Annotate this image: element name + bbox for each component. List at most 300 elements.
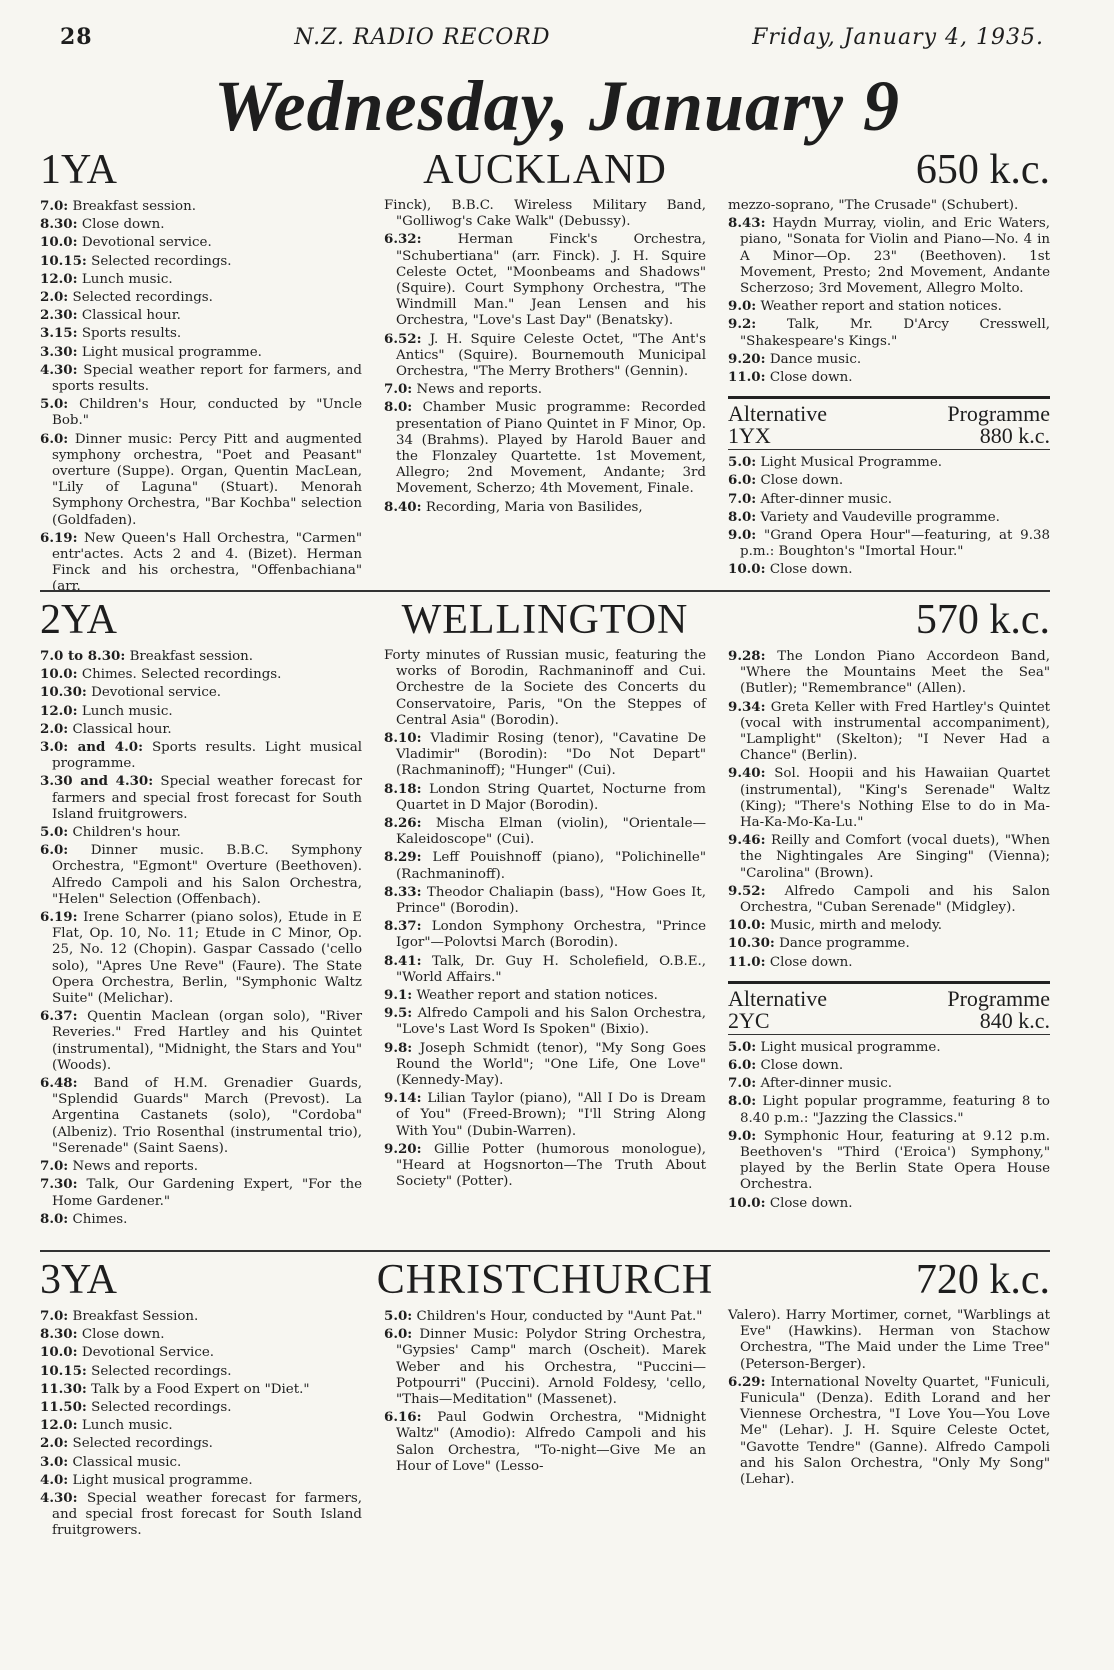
entry-time: 8.33: (384, 883, 422, 900)
entry-time: 10.0: (728, 917, 766, 934)
entry-description: Chimes. (72, 1211, 128, 1227)
entry-time: 9.5: (384, 1005, 413, 1022)
programme-entry (40, 1472, 362, 1489)
entry-description: Lilian Taylor (piano), "All I Do is Dream of You" (Freed-Brown); "I'll String Along With You" (Dubin-Warren). (396, 1091, 707, 1139)
programme-columns (40, 1308, 1050, 1541)
entry-description: Finck), B.B.C. Wireless Military Band, "Golliwog's Cake Walk" (Debussy). (384, 198, 706, 230)
programme-column (40, 648, 362, 1229)
programme-column (40, 198, 362, 597)
entry-description: Dinner music. B.B.C. Symphony Orchestra, "Egmont" Overture (Beethoven). Alfredo Campoli and his Salon Orchestra, "Helen" Selection (Offenbach). (52, 843, 362, 907)
station-section-1ya (40, 146, 1050, 597)
entry-description: Sports results. (81, 326, 182, 342)
entry-time: 8.0: (728, 1093, 757, 1110)
entry-time: 5.0: (728, 1038, 757, 1055)
entry-time: 11.0: (728, 953, 766, 970)
entry-time: 6.0: (384, 1326, 413, 1343)
programme-entry (40, 824, 362, 841)
alternative-label: Alternative (728, 985, 827, 1011)
entry-time: 6.0: (40, 430, 69, 447)
entry-time: 7.30: (40, 1176, 78, 1193)
entry-description: Talk, Dr. Guy H. Scholefield, O.B.E., "World Affairs." (396, 953, 706, 985)
entry-description: Dance programme. (779, 936, 910, 952)
entry-time: 6.16: (384, 1409, 422, 1426)
alternative-list (728, 1039, 1050, 1212)
entry-description: Music, mirth and melody. (769, 918, 942, 934)
entry-time: 6.0: (728, 1057, 757, 1074)
entry-description: Paul Godwin Orchestra, "Midnight Waltz" (Amodio): Alfredo Campoli and his Salon Orchestra, "To-night—Give Me an Hour of Love" (Lesso- (396, 1410, 706, 1474)
entry-description: Children's Hour, conducted by "Uncle Bob." (52, 397, 362, 429)
alternative-call-sign: 1YX (728, 423, 771, 449)
entry-description: Devotional service. (81, 235, 212, 251)
entry-time: 7.0: (728, 490, 757, 507)
programme-entry (40, 648, 362, 665)
programme-column (728, 1308, 1050, 1541)
alternative-frequency: 840 k.c. (979, 1007, 1050, 1033)
entry-description: Talk, Mr. D'Arcy Cresswell, "Shakespeare's Kings." (740, 317, 1050, 349)
programme-entry (40, 1211, 362, 1228)
programme-entry (728, 917, 1050, 934)
entry-time: 8.30: (40, 1326, 78, 1343)
programme-entry (728, 648, 1050, 698)
entry-time: 7.0: (728, 1075, 757, 1092)
entry-time: 4.30: (40, 1490, 78, 1507)
entry-time: 3.30 and 4.30: (40, 773, 154, 790)
entry-description: Close down. (769, 562, 853, 578)
entry-time: 2.0: (40, 1435, 69, 1452)
entry-time: 9.8: (384, 1039, 413, 1056)
entry-time: 11.0: (728, 369, 766, 386)
entry-time: 10.0: (728, 561, 766, 578)
entry-time: 11.50: (40, 1399, 87, 1416)
running-head (60, 22, 1044, 52)
entry-time: 9.20: (384, 1140, 422, 1157)
entry-time: 12.0: (40, 702, 78, 719)
programme-entry (384, 953, 706, 986)
programme-entry (384, 499, 706, 516)
alternative-header (728, 403, 1050, 425)
programme-entry (40, 703, 362, 720)
programme-entry (40, 909, 362, 1007)
entry-time: 10.15: (40, 252, 87, 269)
programme-entry (728, 832, 1050, 882)
entry-time: 7.0: (384, 381, 413, 398)
programme-entry (384, 815, 706, 848)
programme-entry (384, 648, 706, 729)
entry-time: 2.0: (40, 720, 69, 737)
entry-description: Greta Keller with Fred Hartley's Quintet (vocal with instrumental accompaniment), "Lamplight" (Skelton); "I Never Had a Chance" (Berlin). (740, 699, 1051, 764)
programme-entry (384, 381, 706, 398)
programme-entry (40, 362, 362, 395)
alternative-header (728, 985, 1050, 1011)
programme-entry (384, 781, 706, 814)
entry-time: 9.28: (728, 648, 766, 664)
entry-time: 7.0: (40, 198, 69, 214)
entry-description: Sports results. Light musical programme. (52, 740, 362, 772)
entry-time: 9.0: (728, 1127, 757, 1144)
programme-entry (728, 491, 1050, 508)
entry-time: 8.0: (728, 508, 757, 525)
alternative-programme-box (728, 981, 1050, 1212)
programme-entry (384, 198, 706, 230)
programme-entry (40, 307, 362, 324)
station-header (40, 596, 1050, 642)
entry-time: 8.0: (40, 1210, 69, 1227)
station-call-sign: 3YA (40, 1257, 118, 1303)
alternative-station-line (728, 1007, 1050, 1035)
entry-description: Selected recordings. (91, 1363, 232, 1379)
entry-time: 5.0: (728, 454, 757, 471)
alternative-programme-box (728, 396, 1050, 578)
programme-label: Programme (947, 985, 1050, 1011)
programme-list (728, 648, 1050, 971)
entry-time: 8.37: (384, 918, 422, 935)
programme-entry (728, 935, 1050, 952)
programme-entry (728, 1057, 1050, 1074)
entry-description: Special weather forecast for farmers, and special frost forecast for South Island fruitgrowers. (52, 1491, 362, 1539)
programme-entry (384, 1040, 706, 1090)
programme-list (728, 198, 1050, 386)
entry-description: Gillie Potter (humorous monologue), "Heard at Hogsnorton—The Truth About Society" (Potter). (396, 1141, 706, 1190)
entry-description: Vladimir Rosing (tenor), "Cavatine De Vladimir" (Borodin): "Do Not Depart" (Rachmaninoff); "Hunger" (Cui). (396, 731, 706, 779)
entry-time: 3.30: (40, 343, 78, 360)
entry-description: J. H. Squire Celeste Octet, "The Ant's Antics" (Squire). Bournemouth Municipal Orchestra, "The Merry Brothers" (Gennin). (396, 331, 706, 380)
programme-entry (728, 765, 1050, 831)
entry-description: Talk, Our Gardening Expert, "For the Home Gardener." (52, 1177, 362, 1209)
programme-entry (40, 1158, 362, 1175)
programme-entry (40, 666, 362, 683)
programme-entry (40, 253, 362, 270)
programme-entry (384, 1005, 706, 1038)
entry-description: Close down. (81, 217, 165, 233)
entry-description: International Novelty Quartet, "Funiculi, Funicula" (Denza). Edith Lorand and her Viennese Orchestra, "I Love You—You Love Me" (Lehar). J. H. Squire Celeste Octet, "Gavotte Tendre" (Ganne). Alfredo Campoli and his Salon Orchestra, "Only My Song" (Lehar). (740, 1374, 1050, 1488)
programme-entry (728, 351, 1050, 368)
entry-time: 12.0: (40, 270, 78, 287)
entry-description: Forty minutes of Russian music, featuring the works of Borodin, Rachmaninoff and Cui. Orchestre de la Societe des Concerts du Conservatoire, Paris, "On the Steppes of Central Asia" (Borodin). (384, 648, 706, 728)
programme-entry (40, 1399, 362, 1416)
alternative-station-line (728, 425, 1050, 450)
programme-entry (40, 1381, 362, 1398)
entry-time: 12.0: (40, 1417, 78, 1434)
entry-time: 10.0: (40, 666, 78, 683)
entry-time: 9.14: (384, 1090, 422, 1107)
entry-description: Breakfast session. (72, 199, 196, 214)
programme-entry (40, 721, 362, 738)
entry-time: 8.40: (384, 498, 422, 515)
entry-description: Variety and Vaudeville programme. (760, 509, 1000, 525)
entry-description: Recording, Maria von Basilides, (425, 499, 643, 515)
programme-entry (384, 1141, 706, 1191)
programme-entry (728, 561, 1050, 578)
programme-entry (384, 399, 706, 497)
section-divider (40, 590, 1050, 592)
entry-description: Lunch music. (81, 703, 173, 719)
programme-entry (40, 216, 362, 233)
programme-entry (728, 472, 1050, 489)
programme-column (384, 1308, 706, 1541)
entry-time: 8.0: (384, 399, 413, 416)
programme-entry (40, 1363, 362, 1380)
programme-entry (728, 369, 1050, 386)
station-header (40, 1256, 1050, 1302)
entry-description: mezzo-soprano, "The Crusade" (Schubert). (728, 198, 1019, 213)
programme-entry (40, 325, 362, 342)
programme-entry (40, 684, 362, 701)
entry-description: Quentin Maclean (organ solo), "River Reveries." Fred Hartley and his Quintet (instrumental), "Midnight, the Stars and You" (Woods). (52, 1009, 362, 1073)
programme-entry (728, 1075, 1050, 1092)
programme-entry (40, 1454, 362, 1471)
programme-column (40, 1308, 362, 1541)
entry-time: 9.20: (728, 350, 766, 367)
entry-time: 9.46: (728, 832, 766, 849)
programme-columns (40, 198, 1050, 597)
entry-time: 2.0: (40, 289, 69, 306)
entry-description: Close down. (760, 1058, 844, 1074)
entry-description: Light musical programme. (72, 1472, 253, 1488)
entry-description: Alfredo Campoli and his Salon Orchestra, "Love's Last Word Is Spoken" (Bixio). (396, 1006, 706, 1038)
programme-entry (40, 1008, 362, 1074)
programme-entry (384, 918, 706, 951)
programme-entry (384, 849, 706, 882)
entry-time: 9.34: (728, 698, 766, 715)
entry-description: Herman Finck's Orchestra, "Schubertiana" (arr. Finck). J. H. Squire Celeste Octet, "Moonbeams and Shadows" (Squire). Court Symphony Orchestra, "The Windmill Man." Jean Lensen and his Orchestra, "Love's Last Day" (Benatsky). (396, 232, 706, 329)
entry-description: Classical hour. (81, 308, 181, 324)
programme-column (384, 198, 706, 597)
entry-description: Special weather forecast for farmers and special frost forecast for South Island fruitgrowers. (52, 774, 362, 822)
programme-entry (384, 884, 706, 917)
entry-description: Special weather report for farmers, and sports results. (52, 362, 362, 395)
entry-time: 5.0: (384, 1308, 413, 1324)
programme-entry (40, 234, 362, 251)
station-frequency: 650 k.c. (915, 147, 1050, 193)
programme-entry (40, 842, 362, 908)
entry-description: Alfredo Campoli and his Salon Orchestra, "Cuban Serenade" (Midgley). (740, 883, 1050, 916)
entry-description: Classical hour. (72, 721, 172, 737)
station-call-sign: 2YA (40, 597, 118, 643)
programme-entry (728, 316, 1050, 349)
entry-description: Band of H.M. Grenadier Guards, "Splendid Guards" March (Prevost). La Argentina Castanets (solo), "Cordoba" (Albeniz). Trio Rosenthal (instrumental trio), "Serenade" (Saint Saens). (52, 1076, 362, 1156)
entry-description: London Symphony Orchestra, "Prince Igor"—Polovtsi March (Borodin). (396, 919, 706, 951)
entry-description: New Queen's Hall Orchestra, "Carmen" entr'actes. Acts 2 and 4. (Bizet). Herman Finck and his orchestra, "Offenbachiana" (arr. (52, 530, 363, 595)
entry-description: Dance music. (769, 351, 862, 367)
entry-time: 3.0: (40, 1453, 69, 1470)
programme-entry (728, 699, 1050, 765)
entry-description: Breakfast Session. (72, 1309, 199, 1324)
entry-description: Haydn Murray, violin, and Eric Waters, piano, "Sonata for Violin and Piano—No. 4 in A Minor—Op. 23" (Beethoven). 1st Movement, Presto; 2nd Movement, Andante Scherzoso; 3rd Movement, Allegro Molto. (740, 216, 1050, 297)
programme-entry (384, 231, 706, 329)
entry-time: 10.30: (728, 935, 775, 952)
programme-entry (384, 1090, 706, 1140)
entry-description: London String Quartet, Nocturne from Quartet in D Major (Borodin). (396, 781, 706, 813)
programme-entry (728, 198, 1050, 214)
station-call-sign: 1YA (40, 147, 118, 193)
alternative-list (728, 454, 1050, 578)
entry-description: Dinner Music: Polydor String Orchestra, "Gypsies' Camp" march (Oscheit). Marek Weber and his Orchestra, "Puccini—Potpourri" (Puccini). Arnold Foldesy, 'cello, "Thais—Meditation" (Massenet). (396, 1327, 706, 1408)
entry-description: Classical music. (72, 1454, 182, 1470)
entry-description: Light Musical Programme. (760, 455, 943, 471)
entry-time: 3.0: and 4.0: (40, 739, 144, 756)
entry-description: Irene Scharrer (piano solos), Etude in E Flat, Op. 10, No. 11; Etude in C Minor, Op. 25, No. 12 (Chopin). Gaspar Cassado ('cello solo), "Apres Une Reve" (Faure). The State Opera Orchestra, Berlin, "Symphonic Waltz Suite" (Melichar). (52, 910, 362, 1007)
alternative-call-sign: 2YC (728, 1007, 770, 1033)
station-section-3ya (40, 1256, 1050, 1541)
entry-time: 6.0: (40, 842, 69, 859)
programme-entry (40, 739, 362, 772)
entry-description: Close down. (760, 473, 844, 489)
entry-time: 9.52: (728, 882, 766, 899)
issue-date: Friday, January 4, 1935. (752, 24, 1044, 50)
entry-time: 8.29: (384, 849, 422, 866)
entry-description: Selected recordings. (91, 253, 232, 269)
programme-entry (728, 1195, 1050, 1212)
entry-description: Devotional service. (91, 685, 222, 701)
entry-time: 6.0: (728, 472, 757, 489)
programme-entry (728, 954, 1050, 971)
station-section-2ya (40, 596, 1050, 1229)
entry-time: 6.52: (384, 330, 422, 347)
programme-entry (384, 1409, 706, 1475)
station-city: WELLINGTON (401, 597, 689, 643)
entry-description: News and reports. (72, 1159, 199, 1175)
entry-time: 10.0: (40, 1344, 78, 1361)
entry-description: Dinner music: Percy Pitt and augmented symphony orchestra, "Poet and Peasant" overture (Suppe). Organ, Quentin MacLean, "Lily of Laguna" (Stuart). Menorah Symphony Orchestra, "Bar Kochba" selection (Goldfaden). (52, 431, 362, 528)
programme-entry (40, 1326, 362, 1343)
entry-time: 7.0: (40, 1158, 69, 1175)
programme-entry (40, 1075, 362, 1157)
publication-title: N.Z. RADIO RECORD (294, 24, 551, 50)
entry-description: Joseph Schmidt (tenor), "My Song Goes Round the World"; "One Life, One Love" (Kennedy-May). (396, 1040, 706, 1089)
programme-entry (40, 1176, 362, 1209)
entry-description: "Grand Opera Hour"—featuring, at 9.38 p.m.: Boughton's "Imortal Hour." (740, 528, 1050, 560)
entry-time: 10.15: (40, 1362, 87, 1379)
programme-entry (40, 289, 362, 306)
entry-description: Sol. Hoopii and his Hawaiian Quartet (instrumental), "King's Serenade" Waltz (King); "There's Nothing Else to do in Ma-Ha-Ka-Mo-Ka-Lu." (740, 766, 1050, 831)
entry-description: Lunch music. (81, 1418, 173, 1434)
entry-description: Chamber Music programme: Recorded presentation of Piano Quintet in F Minor, Op. 34 (Brahms). Played by Harold Bauer and the Flonzaley Quartette. 1st Movement, Allegro; 2nd Movement, Andante; 3rd Movement, Scherzo; 4th Movement, Finale. (396, 400, 706, 497)
programme-label: Programme (947, 401, 1050, 427)
entry-time: 6.48: (40, 1075, 78, 1092)
programme-entry (728, 509, 1050, 526)
programme-entry (40, 198, 362, 215)
programme-entry (728, 215, 1050, 297)
programme-entry (728, 1093, 1050, 1126)
alternative-label: Alternative (728, 401, 827, 427)
entry-description: Close down. (769, 954, 853, 970)
entry-description: Breakfast session. (129, 649, 254, 664)
programme-column (728, 198, 1050, 597)
entry-time: 8.41: (384, 952, 422, 969)
programme-entry (728, 1374, 1050, 1488)
entry-description: Close down. (81, 1327, 165, 1343)
alternative-frequency: 880 k.c. (979, 423, 1050, 449)
programme-entry (384, 730, 706, 780)
entry-description: Children's hour. (72, 825, 181, 841)
entry-time: 10.30: (40, 684, 87, 701)
programme-entry (728, 298, 1050, 315)
entry-time: 4.0: (40, 1471, 69, 1488)
entry-time: 8.43: (728, 215, 766, 232)
entry-description: Reilly and Comfort (vocal duets), "When the Nightingales Are Singing" (Vienna); "Carolina" (Brown). (740, 833, 1050, 881)
entry-time: 6.19: (40, 909, 78, 926)
station-header (40, 146, 1050, 192)
entry-description: After-dinner music. (760, 1076, 893, 1092)
day-title: Wednesday, January 9 (214, 66, 900, 146)
programme-entry (40, 271, 362, 288)
entry-description: Light popular programme, featuring 8 to 8.40 p.m.: "Jazzing the Classics." (740, 1094, 1050, 1126)
entry-time: 9.2: (728, 316, 757, 333)
programme-entry (40, 1435, 362, 1452)
programme-columns (40, 648, 1050, 1229)
programme-entry (40, 344, 362, 361)
entry-description: Weather report and station notices. (760, 299, 1002, 315)
programme-entry (384, 987, 706, 1004)
entry-description: Close down. (769, 1195, 853, 1211)
entry-description: Theodor Chaliapin (bass), "How Goes It, Prince" (Borodin). (396, 884, 706, 917)
entry-description: Talk by a Food Expert on "Diet." (91, 1381, 310, 1397)
programme-entry (728, 527, 1050, 560)
station-city: AUCKLAND (423, 147, 667, 193)
entry-time: 10.0: (728, 1194, 766, 1211)
programme-entry (384, 1308, 706, 1325)
page-number: 28 (60, 24, 93, 50)
programme-entry (40, 773, 362, 823)
entry-description: Mischa Elman (violin), "Orientale—Kaleidoscope" (Cui). (396, 816, 706, 848)
entry-description: The London Piano Accordeon Band, "Where the Mountains Meet the Sea" (Butler); "Remembrance" (Allen). (740, 649, 1050, 697)
entry-time: 10.0: (40, 234, 78, 251)
entry-description: Children's Hour, conducted by "Aunt Pat." (416, 1309, 703, 1324)
entry-time: 5.0: (40, 396, 69, 413)
programme-column (728, 648, 1050, 1229)
entry-description: Light musical programme. (81, 344, 262, 360)
programme-entry (384, 331, 706, 381)
entry-description: Valero). Harry Mortimer, cornet, "Warblings at Eve" (Hawkins). Herman von Stachow Orchestra, "The Maid under the Lime Tree" (Peterson-Berger). (728, 1308, 1050, 1372)
entry-time: 6.19: (40, 529, 78, 546)
programme-entry (728, 1039, 1050, 1056)
entry-time: 6.37: (40, 1008, 78, 1025)
entry-time: 11.30: (40, 1380, 87, 1397)
entry-description: Lunch music. (81, 271, 173, 287)
station-frequency: 570 k.c. (915, 597, 1050, 643)
entry-description: Selected recordings. (91, 1400, 232, 1416)
entry-time: 8.10: (384, 730, 422, 747)
entry-description: Selected recordings. (72, 290, 213, 306)
programme-entry (728, 883, 1050, 916)
entry-time: 7.0 to 8.30: (40, 648, 126, 664)
entry-time: 7.0: (40, 1308, 69, 1324)
entry-time: 8.18: (384, 780, 422, 797)
station-city: CHRISTCHURCH (376, 1257, 714, 1303)
entry-description: Selected recordings. (72, 1436, 213, 1452)
entry-time: 9.40: (728, 765, 766, 782)
entry-description: Weather report and station notices. (416, 988, 658, 1004)
programme-entry (40, 396, 362, 429)
programme-column (384, 648, 706, 1229)
programme-entry (40, 1344, 362, 1361)
entry-time: 9.0: (728, 527, 757, 544)
programme-entry (40, 1490, 362, 1540)
entry-description: After-dinner music. (760, 491, 893, 507)
entry-time: 4.30: (40, 361, 78, 378)
entry-time: 9.1: (384, 987, 413, 1004)
programme-entry (384, 1326, 706, 1408)
entry-time: 2.30: (40, 307, 78, 324)
entry-time: 8.26: (384, 815, 422, 832)
entry-time: 3.15: (40, 325, 78, 342)
entry-description: Devotional Service. (81, 1345, 215, 1361)
station-frequency: 720 k.c. (915, 1257, 1050, 1303)
entry-description: Symphonic Hour, featuring at 9.12 p.m. Beethoven's "Third ('Eroica') Symphony," played by the Berlin State Opera House Orchestra. (740, 1128, 1050, 1193)
programme-entry (728, 454, 1050, 471)
entry-description: News and reports. (416, 382, 543, 398)
entry-time: 8.30: (40, 216, 78, 233)
